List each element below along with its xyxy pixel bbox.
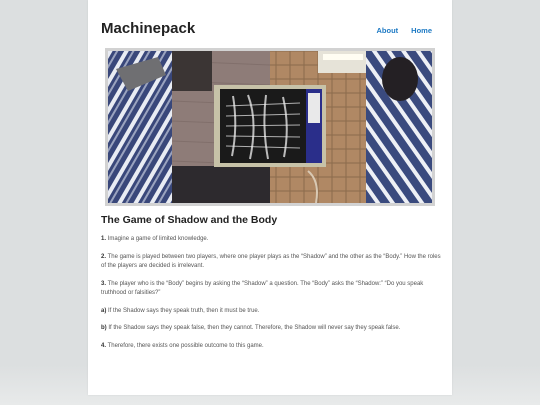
paragraph-marker: b) xyxy=(101,325,107,331)
paragraph-3 xyxy=(101,280,441,299)
collage-dark-panel xyxy=(172,51,212,91)
paragraph-marker: 1. xyxy=(101,236,107,242)
paragraph-b xyxy=(101,324,441,334)
paragraph-text: Imagine a game of limited knowledge. xyxy=(106,236,209,242)
paragraph-marker: 4. xyxy=(101,342,107,349)
paragraph-marker: 3. xyxy=(101,280,107,287)
page-container xyxy=(88,0,452,395)
collage-head-shape xyxy=(382,57,418,101)
nav-link-about[interactable]: About xyxy=(376,26,399,35)
paragraph-a xyxy=(101,307,441,317)
paragraph-text: The game is played between two players, where one player plays as the “Shadow” and the other as the “Body.” How the roles of the players are decided is irrelevant. xyxy=(101,253,441,269)
paragraph-text: Therefore, there exists one possible outcome to this game. xyxy=(106,342,264,349)
hero-collage xyxy=(108,51,432,203)
paragraph-2 xyxy=(101,253,441,272)
paragraph-4 xyxy=(101,342,441,352)
site-title[interactable]: Machinepack xyxy=(101,20,196,37)
article-body xyxy=(101,235,441,359)
paragraph-text: The player who is the “Body” begins by asking the “Shadow” a question. The “Body” asks the “Shadow:” “Do you speak truthhood or falsities?” xyxy=(101,280,424,296)
paragraph-text: If the Shadow says they speak false, then they cannot. Therefore, the Shadow will never say they speak false. xyxy=(106,325,401,331)
nav-link-home[interactable]: Home xyxy=(411,26,432,35)
paragraph-1 xyxy=(101,235,441,245)
article-title: The Game of Shadow and the Body xyxy=(101,214,278,226)
paragraph-marker: a) xyxy=(101,307,107,314)
collage-shadow-panel xyxy=(172,166,270,203)
hero-image xyxy=(105,48,435,206)
paragraph-text: If the Shadow says they speak truth, then it must be true. xyxy=(106,307,260,314)
paragraph-marker: 2. xyxy=(101,253,107,260)
main-nav xyxy=(376,26,432,35)
